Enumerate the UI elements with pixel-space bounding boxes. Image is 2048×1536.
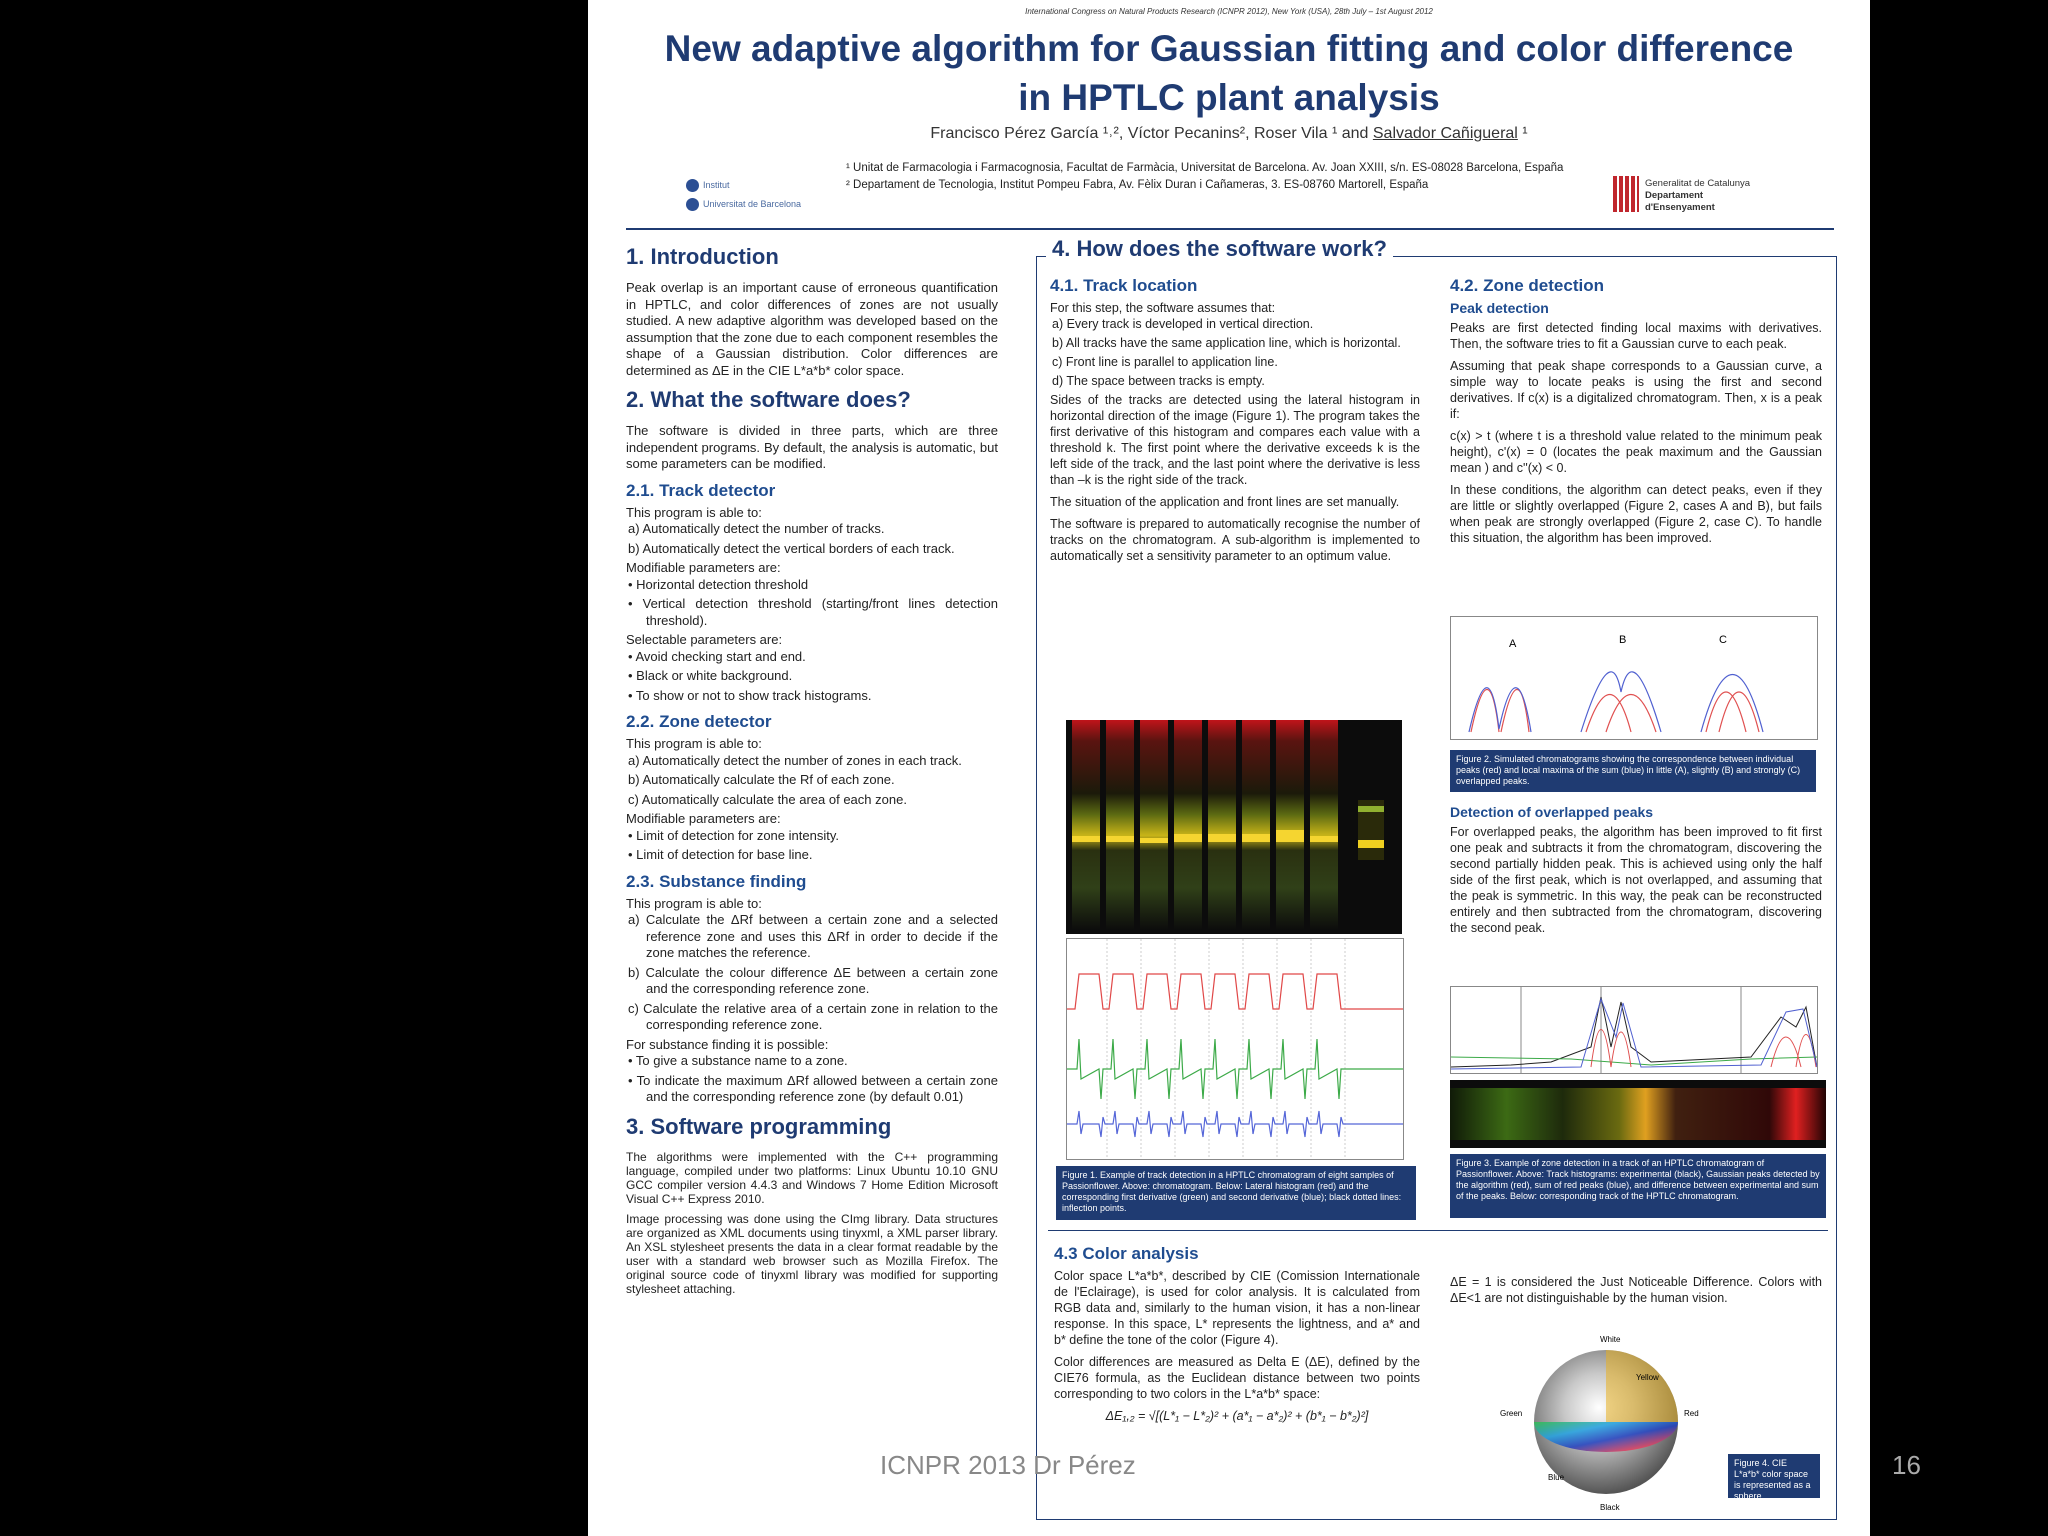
cat-logo-line3: d'Ensenyament	[1645, 202, 1715, 213]
s41-item-c: c) Front line is parallel to application line.	[1052, 355, 1278, 369]
fig4-label-red: Red	[1684, 1409, 1699, 1418]
figure-3-caption: Figure 3. Example of zone detection in a track of an HPTLC chromatogram of Passionflower. Above: Track histograms: experimental (black), Gaussian peaks detected by the algorithm (red), sum of red peaks (blue), and difference between experimental and sum of the peaks. Below: corresponding track of the HPTLC chromatogram.	[1450, 1154, 1826, 1218]
fig4-label-blue: Blue	[1548, 1473, 1565, 1482]
s43-paragraph-1: Color space L*a*b*, described by CIE (Comission Internationale de l'Eclairage), is used for color analysis. It is calculated from RGB data and, similarly to the human vision, it has a non-linear response. In this space, L* represents the lightness, and a* and b* define the tone of the color (Figure 4).	[1054, 1269, 1420, 1347]
figure-4-color-sphere	[1488, 1330, 1718, 1514]
cat-logo-line2: Departament	[1645, 190, 1704, 201]
histogram-green-line	[1067, 1039, 1403, 1099]
section-4-title: 4. How does the software work?	[1046, 236, 1393, 262]
university-logo	[686, 176, 804, 216]
histogram-red-line	[1067, 974, 1403, 1009]
histogram-plot	[1067, 939, 1403, 1159]
figure-4-caption: Figure 4. CIE L*a*b* color space is represented as a sphere.	[1728, 1454, 1820, 1498]
slide-footer: ICNPR 2013 Dr Pérez	[880, 1450, 1136, 1480]
lab-sphere-image	[1488, 1330, 1718, 1514]
slide-page-number: 16	[1892, 1450, 1921, 1480]
poster	[588, 0, 1870, 1536]
conference-header: International Congress on Natural Products Research (ICNPR 2012), New York (USA), 28th July – 1st August 2012	[1025, 7, 1433, 16]
fig4-label-white: White	[1600, 1335, 1621, 1344]
figure-1-chromatogram	[1066, 720, 1402, 934]
corresponding-author-link[interactable]: Salvador Cañigueral	[1372, 125, 1518, 142]
section-2-3-title: 2.3. Substance finding	[626, 871, 807, 891]
s41-item-a: a) Every track is developed in vertical direction.	[1052, 317, 1314, 331]
section-2-1-title: 2.1. Track detector	[626, 480, 776, 500]
section-4-divider	[1048, 1230, 1828, 1231]
s21-sel-1: • Avoid checking start and end.	[628, 648, 806, 664]
ub-logo-line1: Institut	[703, 180, 730, 190]
s22-modifiable: Modifiable parameters are:	[626, 811, 781, 826]
left-column	[626, 236, 998, 1302]
section-2-title: 2. What the software does?	[626, 387, 911, 412]
section-3-text-2: Image processing was done using the CImg library. Data structures are organized as XML documents using tinyxml, a XML parser library. An XSL stylesheet presents the data in a clear format readable by the user with a standard web browser such as Mozilla Firefox. The original source code of tinyxml library was modified for supporting stylesheet attaching.	[626, 1211, 998, 1296]
s23-item-c: c) Calculate the relative area of a certain zone in relation to the corresponding reference zone.	[628, 1000, 998, 1032]
section-4-3-title: 4.3 Color analysis	[1054, 1244, 1199, 1263]
s41-paragraph-3: The software is prepared to automatically recognise the number of tracks on the chromatogram. A sub-algorithm is implemented to automatically set a sensitivity parameter to an optimum value.	[1050, 517, 1420, 563]
s21-able: This program is able to:	[626, 504, 762, 520]
s42-paragraph-4: In these conditions, the algorithm can detect peaks, even if they are little or slightly overlapped (Figure 2, cases A and B), but fails when peak are strongly overlapped (Figure 2, case C). To handle this situation, the algorithm has been improved.	[1450, 483, 1822, 545]
s22-item-c: c) Automatically calculate the area of each zone.	[628, 791, 907, 807]
figure-1-caption: Figure 1. Example of track detection in a HPTLC chromatogram of eight samples of Passionflower. Above: chromatogram. Below: Lateral histogram (red) and the corresponding first derivative (green) and second derivative (blue); black dotted lines: inflection points.	[1056, 1166, 1416, 1220]
s21-mod-1: • Horizontal detection threshold	[628, 576, 809, 592]
section-2-2-title: 2.2. Zone detector	[626, 712, 772, 731]
s43-paragraph-3: ΔE = 1 is considered the Just Noticeable Difference. Colors with ΔE<1 are not distinguishable by the human vision.	[1450, 1275, 1822, 1305]
fig4-label-black: Black	[1600, 1503, 1620, 1512]
s43-paragraph-2: Color differences are measured as Delta E (ΔE), defined by the CIE76 formula, as the Euclidean distance between two points corresponding to two colors in the L*a*b* space:	[1054, 1355, 1420, 1401]
section-1-title: 1. Introduction	[626, 244, 779, 269]
affiliation-2: ² Departament de Tecnologia, Institut Pompeu Fabra, Av. Fèlix Duran i Cañameras, 3. ES-08760 Martorell, España	[846, 179, 1429, 191]
s42-paragraph-3: c(x) > t (where t is a threshold value related to the minimum peak height), c'(x) = 0 (locates the peak maximum and the Gaussian mean ) and c''(x) < 0.	[1450, 429, 1822, 475]
poster-title: New adaptive algorithm for Gaussian fitting and color difference in HPTLC plant analysis	[664, 28, 1794, 118]
s22-mod-2: • Limit of detection for base line.	[628, 847, 813, 862]
authors-suffix: ¹	[1517, 125, 1528, 142]
affiliation-1: ¹ Unitat de Farmacologia i Farmacognosia, Facultat de Farmàcia, Universitat de Barcelona. Av. Joan XXIII, s/n. ES-08028 Barcelona, España	[846, 162, 1564, 174]
header-rule	[626, 228, 1834, 230]
figure-1-histograms	[1066, 938, 1404, 1160]
generalitat-logo	[1613, 176, 1773, 216]
section-4-2-title: 4.2. Zone detection	[1450, 276, 1604, 295]
figure-2-caption: Figure 2. Simulated chromatograms showing the correspondence between individual peaks (red) and local maxima of the sum (blue) in little (A), slightly (B) and strongly (C) overlapped peaks.	[1450, 750, 1816, 792]
fig2-label-c: C	[1719, 634, 1727, 646]
fig2-red-peaks	[1471, 690, 1759, 733]
catalan-flag-icon	[1613, 176, 1639, 212]
fig3-black-line	[1451, 997, 1817, 1067]
chromatogram-lanes	[1072, 720, 1384, 930]
delta-e-formula: ΔE₁,₂ = √[(L*₁ − L*₂)² + (a*₁ − a*₂)² + (b*₁ − b*₂)²]	[1105, 1409, 1369, 1423]
section-4-2-overlap	[1450, 800, 1822, 942]
fig4-label-yellow: Yellow	[1636, 1373, 1659, 1382]
section-4-1	[1050, 276, 1420, 570]
ub-logo-line2: Universitat de Barcelona	[703, 199, 802, 209]
s21-modifiable: Modifiable parameters are:	[626, 560, 781, 575]
s23-for: For substance finding it is possible:	[626, 1036, 829, 1052]
s41-paragraph-1: Sides of the tracks are detected using the lateral histogram in horizontal direction of the image (Figure 1). The program takes the first derivative of this histogram and compares each value with a threshold k. The first point where the derivative exceeds k is the left side of the track, and the last point where the derivative is less than –k is the right side of the track.	[1050, 393, 1420, 487]
s41-paragraph-2: The situation of the application and front lines are set manually.	[1050, 495, 1400, 509]
affiliations	[846, 160, 1586, 194]
chromatogram-image	[1066, 720, 1402, 934]
s42-paragraph-5: For overlapped peaks, the algorithm has been improved to fit first one peak and subtracts it from the chromatogram, discovering the second partially hidden peak. This is achieved using only the half side of the first peak, which is not overlapped, and assuming that the peak is symmetric. In this way, the peak can be reconstructed entirely and then subtracted from the chromatogram, discovering the second peak.	[1450, 825, 1822, 935]
s21-mod-2: • Vertical detection threshold (starting/front lines detection threshold).	[628, 596, 998, 628]
s22-item-a: a) Automatically detect the number of zones in each track.	[628, 752, 962, 768]
section-3-text-1: The algorithms were implemented with the C++ programming language, compiled under two platforms: Linux Ubuntu 10.10 GNU GCC compiler version 4.4.3 and Windows 7 Home Edition Microsoft Visual C++ Express 2010.	[626, 1149, 998, 1206]
fig2-label-b: B	[1619, 634, 1627, 646]
s23-item-b: b) Calculate the colour difference ΔE between a certain zone and the corresponding reference zone.	[628, 964, 998, 996]
s23-f-2: • To indicate the maximum ΔRf allowed between a certain zone and the corresponding reference zone (by default 0.01)	[628, 1072, 998, 1104]
s41-item-d: d) The space between tracks is empty.	[1052, 374, 1265, 388]
track-strip-image	[1450, 1080, 1826, 1148]
figure-2-simulated-peaks	[1450, 616, 1818, 740]
figure-2-plot	[1451, 617, 1817, 739]
section-4-3-right	[1450, 1274, 1822, 1312]
s21-sel-2: • Black or white background.	[628, 668, 793, 683]
figure-3-plot	[1451, 987, 1817, 1073]
cat-logo-line1: Generalitat de Catalunya	[1645, 178, 1751, 189]
s22-mod-1: • Limit of detection for zone intensity.	[628, 827, 839, 843]
peak-detection-subtitle: Peak detection	[1450, 300, 1549, 316]
authors	[588, 125, 1870, 143]
section-3-title: 3. Software programming	[626, 1113, 892, 1139]
fig2-blue-sum	[1469, 672, 1763, 732]
s21-sel-3: • To show or not to show track histograms.	[628, 687, 872, 703]
s21-selectable: Selectable parameters are:	[626, 632, 783, 647]
s42-paragraph-2: Assuming that peak shape corresponds to a Gaussian curve, a simple way to locate peaks is using the first and second derivatives. If c(x) is a digitalized chromatogram. Then, x is a peak if:	[1450, 359, 1822, 421]
overlapped-peaks-subtitle: Detection of overlapped peaks	[1450, 804, 1654, 820]
fig4-label-green: Green	[1500, 1409, 1523, 1418]
authors-main: Francisco Pérez García ¹˒², Víctor Pecanins², Roser Vila ¹ and	[930, 125, 1373, 142]
section-4-1-title: 4.1. Track location	[1050, 276, 1198, 295]
section-4-2	[1450, 276, 1822, 552]
s23-able: This program is able to:	[626, 895, 762, 911]
s23-item-a: a) Calculate the ΔRf between a certain zone and a selected reference zone and uses this ΔRf in order to decide if the zone matches the reference.	[628, 912, 998, 960]
section-2-intro: The software is divided in three parts, which are three independent programs. By default, the analysis is automatic, but some parameters can be modified.	[626, 423, 998, 471]
s21-item-a: a) Automatically detect the number of tracks.	[628, 521, 885, 536]
s21-item-b: b) Automatically detect the vertical borders of each track.	[628, 540, 955, 556]
s22-item-b: b) Automatically calculate the Rf of each zone.	[628, 772, 895, 787]
section-1-text: Peak overlap is an important cause of erroneous quantification in HPTLC, and color differences of zones are not usually studied. A new adaptive algorithm was developed based on the assumption that the zone due to each component resembles the shape of a Gaussian distribution. Color differences are determined as ΔE in the CIE L*a*b* color space.	[626, 280, 998, 378]
s23-f-1: • To give a substance name to a zone.	[628, 1053, 848, 1068]
s42-paragraph-1: Peaks are first detected finding local maxims with derivatives. Then, the software tries to fit a Gaussian curve to each peak.	[1450, 321, 1822, 351]
figure-3-track-histogram	[1450, 986, 1818, 1074]
s41-item-b: b) All tracks have the same application line, which is horizontal.	[1052, 336, 1401, 350]
section-4-3	[1054, 1244, 1420, 1424]
inflection-lines	[1107, 939, 1345, 1159]
s22-able: This program is able to:	[626, 736, 762, 751]
fig2-label-a: A	[1509, 638, 1517, 650]
s41-intro: For this step, the software assumes that:	[1050, 301, 1276, 315]
figure-3-track-strip	[1450, 1080, 1826, 1148]
histogram-blue-line	[1067, 1111, 1403, 1137]
